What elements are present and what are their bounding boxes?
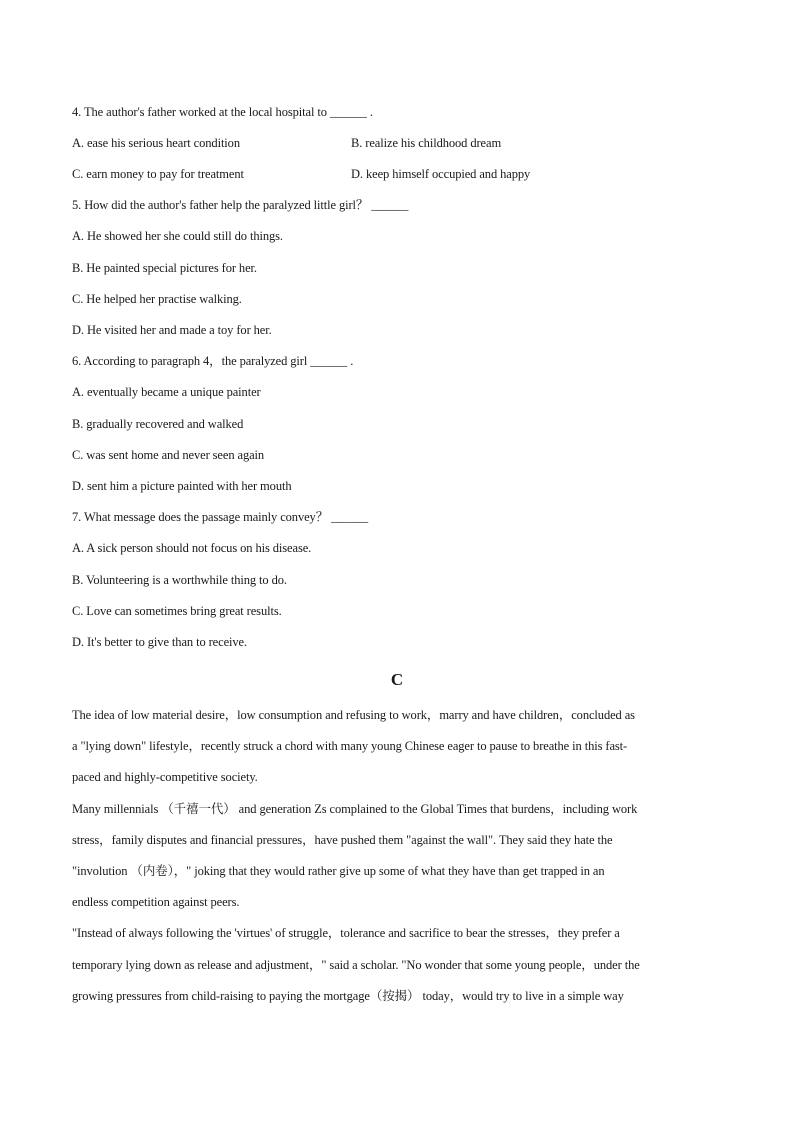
question-7-stem: 7. What message does the passage mainly convey？ ______ [72, 510, 369, 524]
question-7-option-c: C. Love can sometimes bring great results. [72, 604, 282, 618]
passage-line: "involution （内卷），" joking that they would rather give up some of what they have than get trapped in an [72, 864, 605, 878]
question-4-option-d: D. keep himself occupied and happy [351, 167, 531, 181]
question-4-option-b: B. realize his childhood dream [351, 136, 502, 150]
passage-line: endless competition against peers. [72, 895, 240, 909]
passage-line: growing pressures from child-raising to paying the mortgage（按揭） today，would try to live in a simple way [72, 989, 624, 1003]
question-7-option-b: B. Volunteering is a worthwhile thing to do. [72, 573, 287, 587]
question-5-stem: 5. How did the author's father help the paralyzed little girl？ ______ [72, 198, 409, 212]
passage-line: temporary lying down as release and adjustment，" said a scholar. "No wonder that some young people，under the [72, 958, 640, 972]
question-6-stem: 6. According to paragraph 4，the paralyzed girl ______ . [72, 354, 354, 368]
question-5-option-b: B. He painted special pictures for her. [72, 261, 257, 275]
question-7-option-a: A. A sick person should not focus on his disease. [72, 541, 312, 555]
passage-line: "Instead of always following the 'virtues' of struggle，tolerance and sacrifice to bear the stresses，they prefer a [72, 926, 620, 940]
passage-line: Many millennials （千禧一代） and generation Zs complained to the Global Times that burdens，including work [72, 802, 638, 816]
question-6-option-c: C. was sent home and never seen again [72, 448, 265, 462]
question-6-option-a: A. eventually became a unique painter [72, 385, 261, 399]
passage-line: paced and highly-competitive society. [72, 770, 258, 784]
passage-line: stress，family disputes and financial pressures，have pushed them "against the wall". They said they hate the [72, 833, 613, 847]
question-4-stem: 4. The author's father worked at the local hospital to ______ . [72, 105, 373, 119]
question-5-option-a: A. He showed her she could still do things. [72, 229, 283, 243]
question-5-option-c: C. He helped her practise walking. [72, 292, 242, 306]
question-4-option-c: C. earn money to pay for treatment [72, 167, 244, 181]
question-6-option-b: B. gradually recovered and walked [72, 417, 244, 431]
section-heading: C [390, 670, 404, 689]
question-6-option-d: D. sent him a picture painted with her mouth [72, 479, 292, 493]
passage-line: a "lying down" lifestyle，recently struck a chord with many young Chinese eager to pause to breathe in this fast- [72, 739, 628, 753]
question-7-option-d: D. It's better to give than to receive. [72, 635, 248, 649]
passage-line: The idea of low material desire，low consumption and refusing to work，marry and have children，concluded as [72, 708, 635, 722]
question-4-option-a: A. ease his serious heart condition [72, 136, 240, 150]
question-5-option-d: D. He visited her and made a toy for her. [72, 323, 272, 337]
